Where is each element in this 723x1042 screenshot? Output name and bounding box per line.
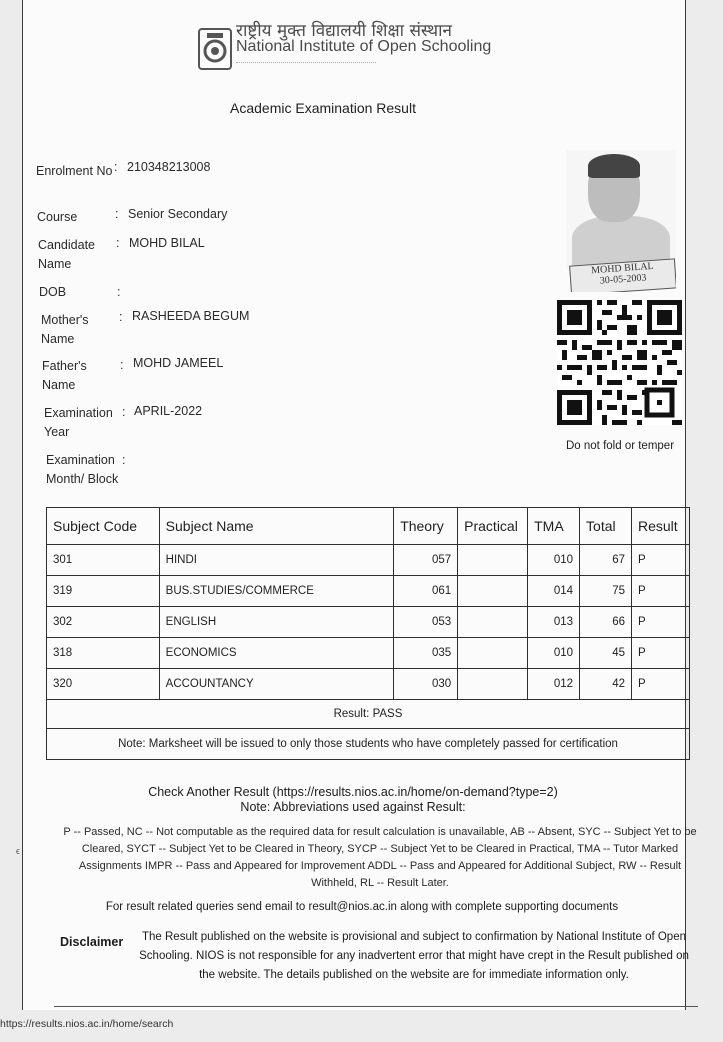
result-cell: P xyxy=(631,638,689,669)
qr-code-icon xyxy=(557,300,682,425)
institute-name-hindi: राष्ट्रीय मुक्त विद्यालयी शिक्षा संस्थान xyxy=(236,21,452,41)
result-cell: P xyxy=(631,607,689,638)
nios-header xyxy=(198,16,498,76)
document-title: Academic Examination Result xyxy=(230,100,416,116)
marksheet-note: Note: Marksheet will be issued to only those students who have completely passed for certification xyxy=(47,729,690,760)
header-total: Total xyxy=(580,508,632,545)
exam-year-label: Examination Year xyxy=(44,406,113,439)
footer-url: https://results.nios.ac.in/home/search xyxy=(0,1018,174,1030)
practical-cell xyxy=(458,669,528,700)
candidate-name-colon: : xyxy=(116,236,120,250)
note-row xyxy=(47,729,690,760)
stamp-name: MOHD BILAL xyxy=(590,260,654,277)
abbreviations-title: Note: Abbreviations used against Result: xyxy=(240,800,466,814)
theory-cell: 030 xyxy=(394,669,458,700)
subject-code-cell: 302 xyxy=(47,607,160,638)
mother-name-value: RASHEEDA BEGUM xyxy=(132,309,250,323)
table-row xyxy=(47,669,690,700)
tma-cell: 010 xyxy=(528,545,580,576)
course-colon: : xyxy=(115,207,119,221)
disclaimer-label: Disclaimer xyxy=(60,935,124,949)
dob-colon: : xyxy=(117,285,121,299)
overall-result: Result: PASS xyxy=(47,700,690,729)
subject-code-cell: 318 xyxy=(47,638,160,669)
exam-month-colon: : xyxy=(122,453,126,467)
exam-year-colon: : xyxy=(122,405,126,419)
tma-cell: 012 xyxy=(528,669,580,700)
practical-cell xyxy=(458,638,528,669)
total-cell: 45 xyxy=(580,638,632,669)
result-cell: P xyxy=(631,669,689,700)
table-row xyxy=(47,607,690,638)
fold-note: Do not fold or temper xyxy=(566,440,675,452)
table-row xyxy=(47,638,690,669)
tma-cell: 013 xyxy=(528,607,580,638)
dob-label: DOB xyxy=(39,285,67,299)
candidate-name-label: Candidate Name xyxy=(38,238,95,271)
subject-name-cell: ACCOUNTANCY xyxy=(159,669,394,700)
institute-name-english: National Institute of Open Schooling xyxy=(236,38,492,55)
father-name-colon: : xyxy=(120,358,124,372)
table-row xyxy=(47,576,690,607)
header-subject-name: Subject Name xyxy=(159,508,394,545)
course-value: Senior Secondary xyxy=(128,207,228,221)
nios-logo-icon xyxy=(198,28,232,70)
table-header-row xyxy=(47,508,690,545)
mother-name-label: Mother's Name xyxy=(41,313,89,346)
disclaimer-text: The Result published on the website is provisional and subject to confirmation by National Institute of Open Schooling. NIOS is not responsible for any inadvertent error that might have crept in the Result published on the website. The details published on the website are for immediate information only. xyxy=(139,931,689,981)
abbreviations-text: P -- Passed, NC -- Not computable as the required data for result calculation is unavailable, AB -- Absent, SYC -- Subject Yet to be Cleared, SYCT -- Subject Yet to be Cleared in Theory, SYCP -- Subject Yet to be Cleared in Practical, TMA -- Tutor Marked Assignments IMPR -- Pass and Appeared for Improvement ADDL -- Pass and Appeared for Additional Subject, RW -- Result Withheld, RL -- Result Later. xyxy=(63,826,697,889)
enrolment-label: Enrolment No xyxy=(36,164,113,178)
stamp-date: 30-05-2003 xyxy=(599,272,647,287)
candidate-name-value: MOHD BILAL xyxy=(129,236,205,250)
pen-mark-icon: ϵ xyxy=(16,846,20,856)
practical-cell xyxy=(458,576,528,607)
theory-cell: 053 xyxy=(394,607,458,638)
marks-table xyxy=(46,507,690,760)
bottom-rule xyxy=(54,1006,698,1007)
father-name-label: Father's Name xyxy=(42,359,87,392)
overall-result-row xyxy=(47,700,690,729)
theory-cell: 061 xyxy=(394,576,458,607)
header-tagline-rule xyxy=(236,62,376,67)
mother-name-colon: : xyxy=(119,310,123,324)
enrolment-value: 210348213008 xyxy=(127,160,211,174)
total-cell: 42 xyxy=(580,669,632,700)
subject-name-cell: HINDI xyxy=(159,545,394,576)
header-result: Result xyxy=(631,508,689,545)
check-another-result-link[interactable]: Check Another Result (https://results.nios.ac.in/home/on-demand?type=2) xyxy=(148,785,558,799)
subject-code-cell: 301 xyxy=(47,545,160,576)
total-cell: 75 xyxy=(580,576,632,607)
subject-code-cell: 320 xyxy=(47,669,160,700)
header-practical: Practical xyxy=(458,508,528,545)
theory-cell: 057 xyxy=(394,545,458,576)
father-name-value: MOHD JAMEEL xyxy=(133,356,224,370)
tma-cell: 010 xyxy=(528,638,580,669)
practical-cell xyxy=(458,607,528,638)
total-cell: 67 xyxy=(580,545,632,576)
header-theory: Theory xyxy=(394,508,458,545)
result-cell: P xyxy=(631,576,689,607)
header-tma: TMA xyxy=(528,508,580,545)
exam-year-value: APRIL-2022 xyxy=(134,404,203,418)
theory-cell: 035 xyxy=(394,638,458,669)
tma-cell: 014 xyxy=(528,576,580,607)
exam-month-label: Examination Month/ Block xyxy=(46,453,119,486)
subject-name-cell: ENGLISH xyxy=(159,607,394,638)
candidate-photo xyxy=(566,150,676,292)
subject-name-cell: ECONOMICS xyxy=(159,638,394,669)
result-cell: P xyxy=(631,545,689,576)
practical-cell xyxy=(458,545,528,576)
course-label: Course xyxy=(37,210,78,224)
total-cell: 66 xyxy=(580,607,632,638)
query-email-line: For result related queries send email to result@nios.ac.in along with complete supporting documents xyxy=(105,901,619,913)
subject-code-cell: 319 xyxy=(47,576,160,607)
table-row xyxy=(47,545,690,576)
subject-name-cell: BUS.STUDIES/COMMERCE xyxy=(159,576,394,607)
enrolment-colon: : xyxy=(114,160,118,174)
header-subject-code: Subject Code xyxy=(47,508,160,545)
photo-hair xyxy=(588,154,640,178)
